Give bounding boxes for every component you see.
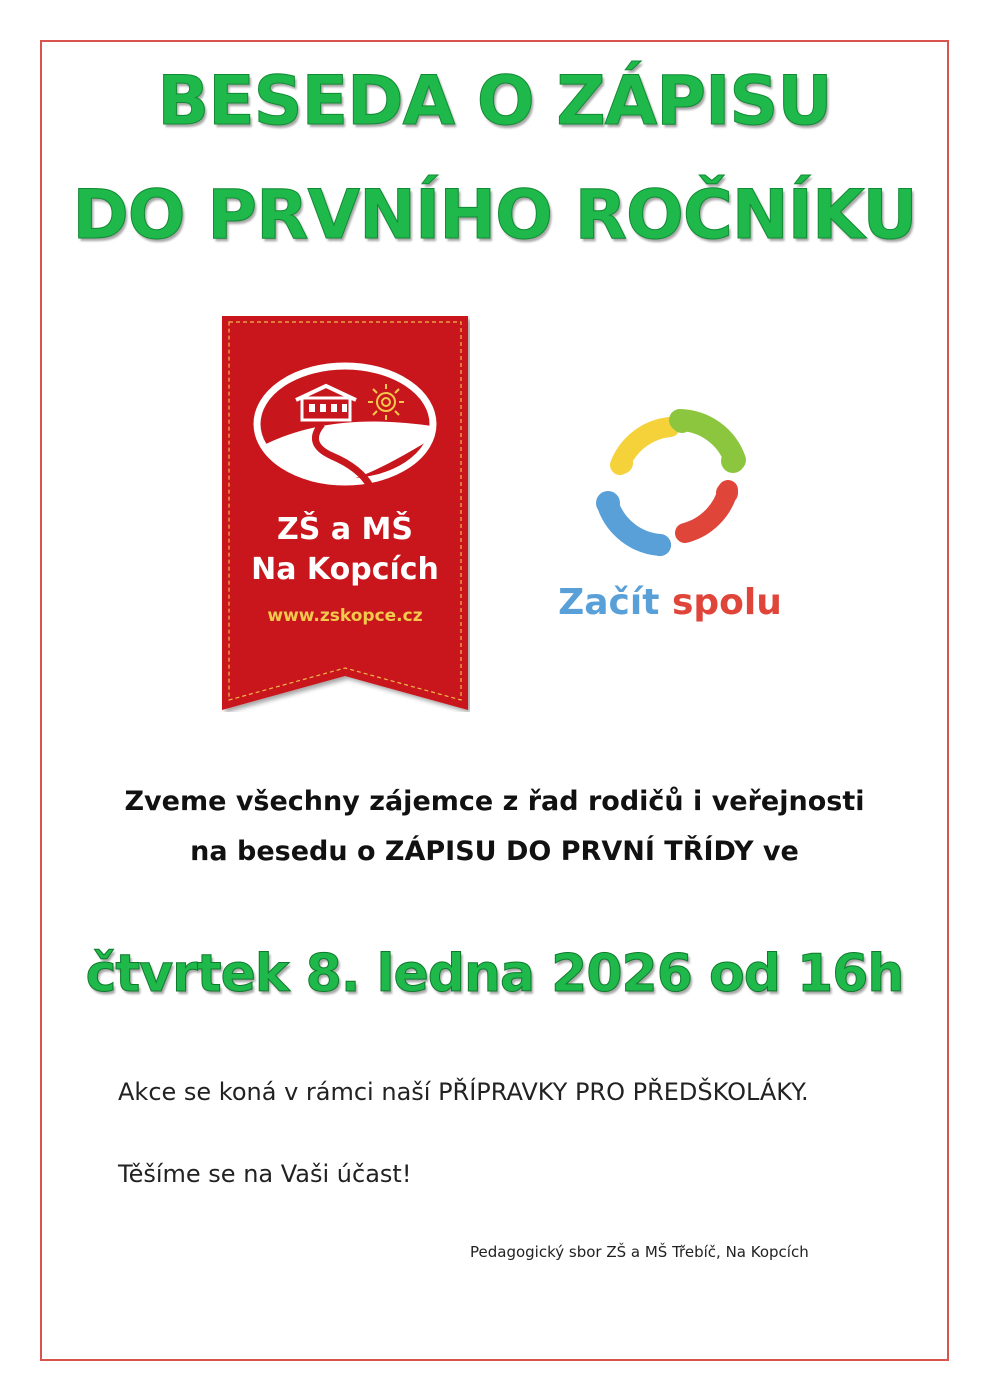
zacit-spolu-logo-icon (580, 405, 760, 570)
headline-line-1: BESEDA O ZÁPISU (157, 62, 832, 141)
headline-line-2: DO PRVNÍHO ROČNÍKU (72, 176, 917, 255)
invitation-line-1: Zveme všechny zájemce z řad rodičů i veřejnosti (124, 786, 865, 817)
school-logo-ribbon (220, 316, 470, 712)
wordmark-word-1: Začít (558, 582, 660, 623)
school-name-line-2: Na Kopcích (251, 552, 439, 587)
body-line-1: Akce se koná v rámci naší PŘÍPRAVKY PRO PŘEDŠKOLÁKY. (118, 1078, 809, 1106)
school-url: www.zskopce.cz (267, 606, 423, 626)
body-line-2: Těšíme se na Vaši účast! (118, 1160, 412, 1188)
zacit-spolu-wordmark (540, 582, 800, 623)
school-name-line-1: ZŠ a MŠ (277, 512, 413, 547)
invitation-line-2: na besedu o ZÁPISU DO PRVNÍ TŘÍDY ve (190, 836, 799, 867)
signature: Pedagogický sbor ZŠ a MŠ Třebíč, Na Kopcích (470, 1243, 809, 1261)
wordmark-word-2: spolu (671, 582, 782, 623)
event-date: čtvrtek 8. ledna 2026 od 16h (85, 944, 904, 1004)
